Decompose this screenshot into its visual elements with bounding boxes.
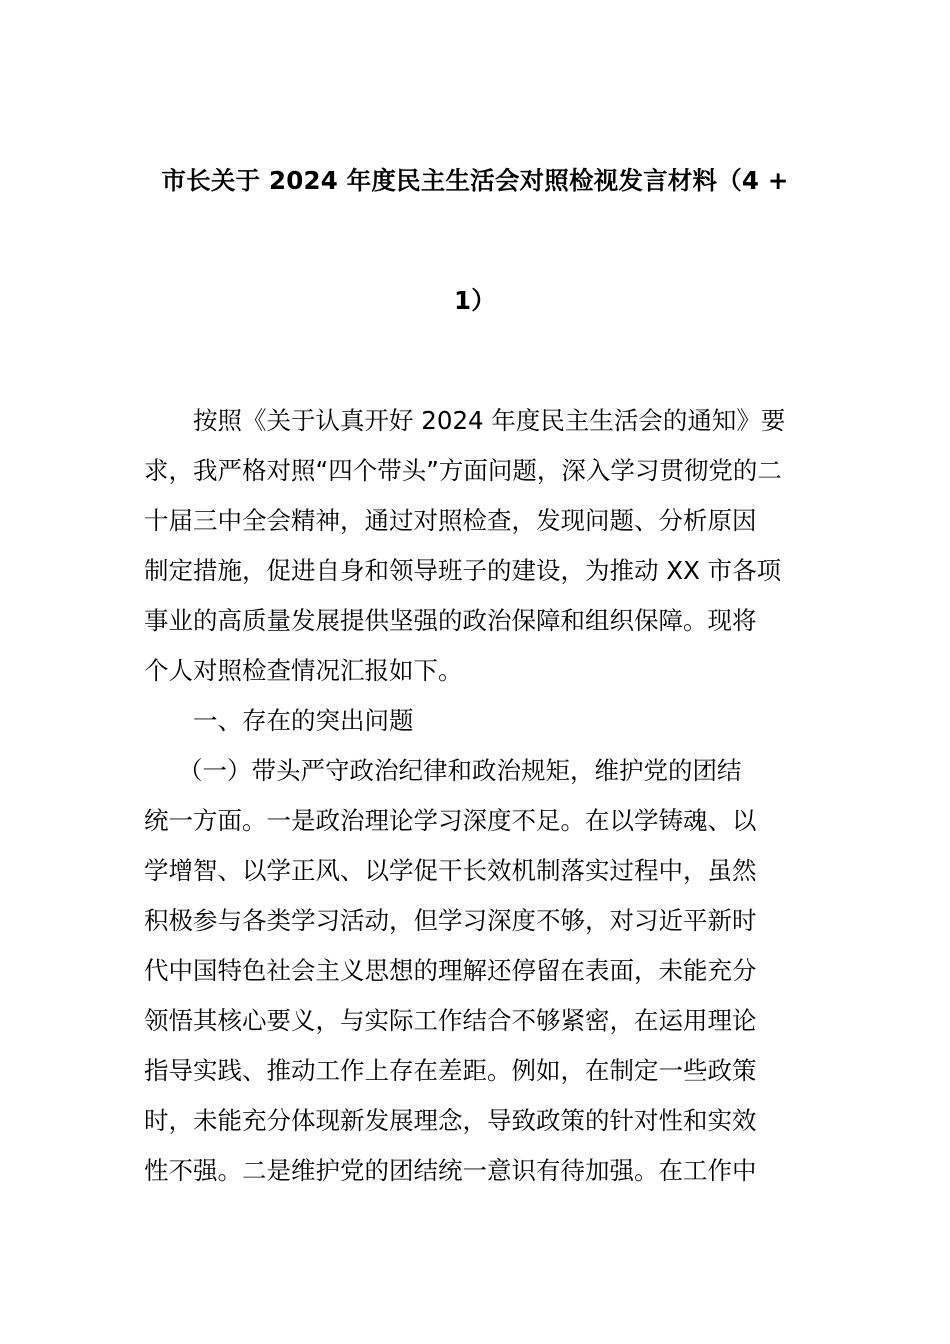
- paragraph-line: 事业的高质量发展提供坚强的政治保障和组织保障。现将: [144, 606, 757, 635]
- document-title-line-2: 1）: [454, 286, 496, 315]
- paragraph-line: 学增智、以学正风、以学促干长效机制落实过程中，虽然: [144, 856, 757, 885]
- subsection-heading-line: （一）带头严守政治纪律和政治规矩，维护党的团结: [178, 756, 742, 785]
- paragraph-line: 指导实践、推动工作上存在差距。例如，在制定一些政策: [144, 1056, 757, 1085]
- paragraph-line: 积极参与各类学习活动，但学习深度不够，对习近平新时: [144, 906, 757, 935]
- paragraph-line: 领悟其核心要义，与实际工作结合不够紧密，在运用理论: [144, 1006, 757, 1035]
- paragraph-line: 制定措施，促进自身和领导班子的建设，为推动 XX 市各项: [144, 556, 782, 585]
- paragraph-line: 求，我严格对照“四个带头”方面问题，深入学习贯彻党的二: [144, 456, 782, 485]
- paragraph-line: 时，未能充分体现新发展理念，导致政策的针对性和实效: [144, 1106, 757, 1135]
- paragraph-line: 代中国特色社会主义思想的理解还停留在表面，未能充分: [144, 956, 757, 985]
- paragraph-line: 十届三中全会精神，通过对照检查，发现问题、分析原因: [144, 506, 757, 535]
- document-title-line-1: 市长关于 2024 年度民主生活会对照检视发言材料（4 +: [161, 166, 789, 195]
- section-heading: 一、存在的突出问题: [193, 706, 414, 735]
- paragraph-line: 个人对照检查情况汇报如下。: [144, 656, 463, 685]
- paragraph-line: 按照《关于认真开好 2024 年度民主生活会的通知》要: [193, 406, 786, 435]
- paragraph-line: 性不强。二是维护党的团结统一意识有待加强。在工作中: [144, 1156, 757, 1185]
- paragraph-line: 统一方面。一是政治理论学习深度不足。在以学铸魂、以: [144, 806, 757, 835]
